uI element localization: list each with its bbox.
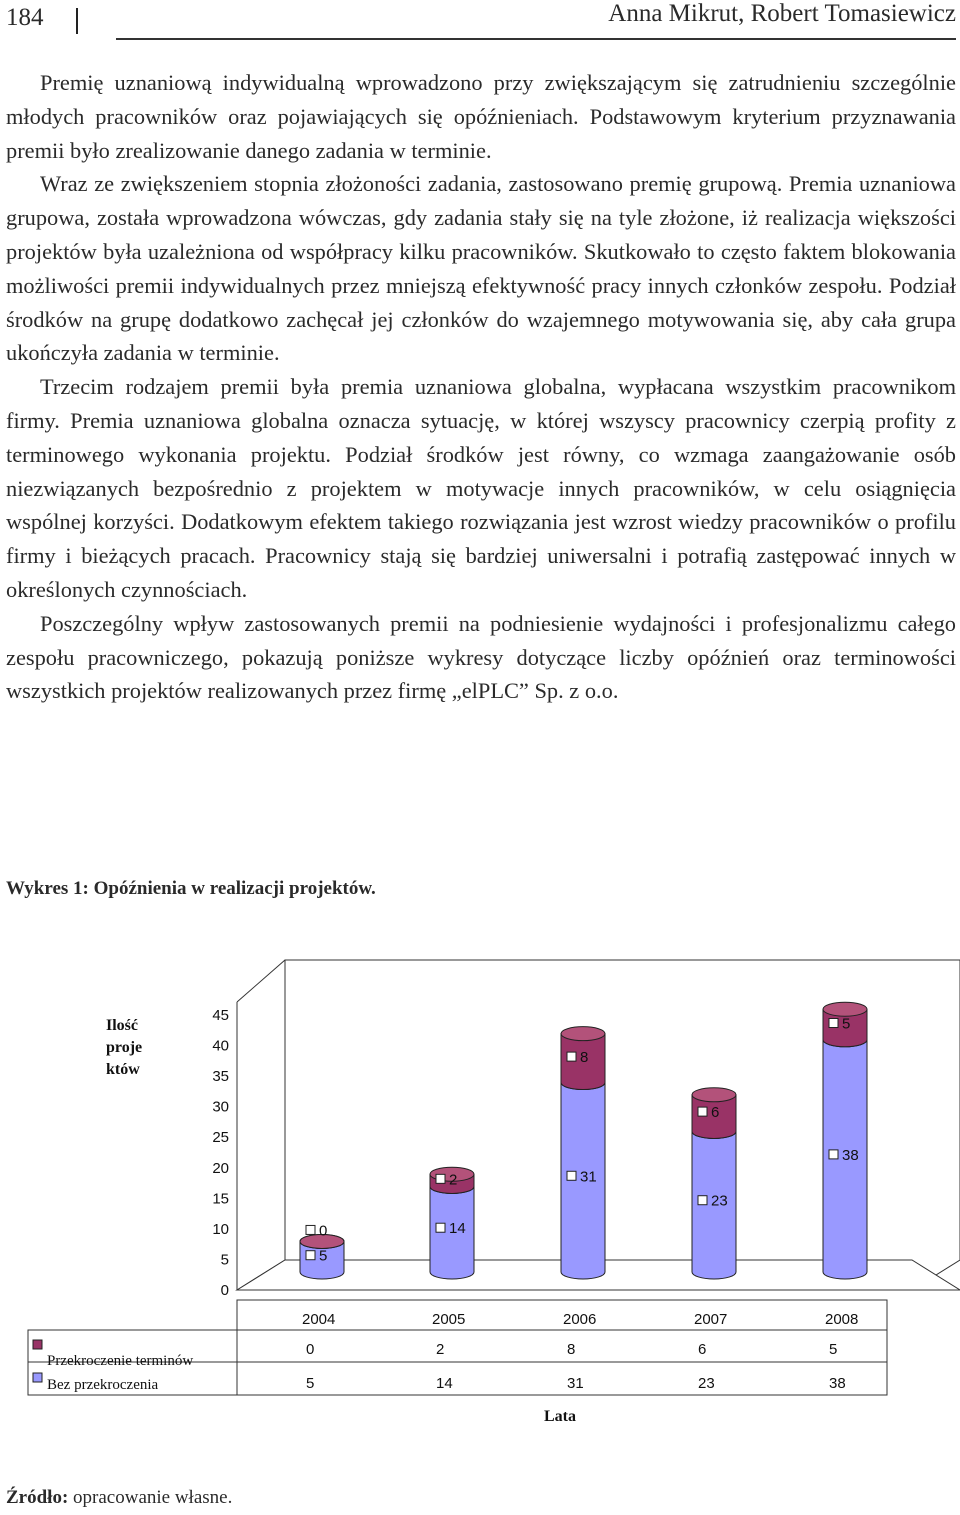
data-marker [436,1174,445,1183]
data-label-przekroczenie-terminow: 0 [319,1222,328,1240]
paragraph: Premię uznaniową indywidualną wprowadzono przy zwiększającym się zatrudnieniu szczególnie młodych pracowników oraz pojawiających się opóźnieniach. Podstawowym kryterium przyznawania premii było zrealizowanie danego zadania w terminie. [6,70,956,163]
bar-przekroczenie-terminow-top [561,1027,605,1041]
x-axis-label: Lata [544,1408,576,1425]
body-text [6,66,956,708]
data-label-przekroczenie-terminow: 2 [449,1171,458,1189]
data-table-value-przekroczenie: 2 [436,1341,445,1358]
y-axis-label [106,1017,142,1078]
data-table [28,1300,887,1395]
data-table-value-bez: 5 [306,1375,315,1392]
data-label-bez-przekroczenia: 14 [449,1220,466,1238]
data-table-value-przekroczenie: 8 [567,1341,576,1358]
paragraph: Trzecim rodzajem premii była premia uznaniowa globalna, wypłacana wszystkim pracownikom firmy. Premia uznaniowa globalna oznacza sytuację, w której wszyscy pracownicy czerpią profity z terminowego wykonania projektu. Podział środków jest równy, co wzmaga zaangażowanie osób niezwiązanych bezpośrednio z projektem w motywacje innych pracowników, w celu osiągnięcia wspólnej korzyści. Dodatkowym efektem takiego rozwiązania jest wzrost wiedzy pracowników o profilu firmy i bieżących pracach. Pracownicy stają się bardziej uniwersalni i potrafią zastępować innych w określonych czynnościach. [6,374,956,602]
data-table-value-bez: 38 [829,1375,846,1392]
data-marker [829,1150,838,1159]
data-marker [698,1107,707,1116]
bar-przekroczenie-terminow-top [692,1088,736,1102]
header-separator [76,8,78,34]
legend-swatch-bez [33,1373,42,1382]
data-marker [829,1019,838,1028]
page-number: 184 [6,4,44,31]
source-text: opracowanie własne. [68,1487,233,1508]
data-table-year: 2007 [694,1311,728,1328]
y-axis-label-line: proje [106,1039,143,1056]
data-marker [567,1171,576,1180]
data-label-bez-przekroczenia: 31 [580,1168,597,1186]
data-table-value-przekroczenie: 5 [829,1341,838,1358]
data-table-year: 2008 [825,1311,859,1328]
y-tick-label: 25 [212,1129,229,1147]
legend-label-przekroczenie: Przekroczenie terminów [47,1353,194,1369]
data-table-value-bez: 31 [567,1375,584,1392]
delays-chart [0,930,960,1475]
data-table-value-bez: 14 [436,1375,453,1392]
figure-source [6,1487,232,1509]
y-tick-label: 5 [220,1251,229,1269]
data-label-przekroczenie-terminow: 5 [842,1015,851,1033]
data-marker [567,1052,576,1061]
data-table-value-przekroczenie: 0 [306,1341,315,1358]
data-label-przekroczenie-terminow: 8 [580,1049,589,1067]
y-tick-label: 45 [212,1007,229,1024]
y-tick-label: 35 [212,1068,229,1086]
chart-wall-edge [237,960,285,1002]
data-marker [306,1251,315,1260]
paragraph: Poszczególny wpływ zastosowanych premii na podniesienie wydajności i profesjonalizmu całego zespołu pracowniczego, pokazują poniższe wykresy dotyczące liczby opóźnień oraz terminowości wszystkich projektów realizowanych przez firmę „elPLC” Sp. z o.o. [6,610,956,704]
data-table-value-przekroczenie: 6 [698,1341,707,1358]
data-marker [698,1196,707,1205]
data-table-value-bez: 23 [698,1375,715,1392]
y-axis-ticks [212,1007,229,1299]
bar-przekroczenie-terminow-top [823,1002,867,1016]
data-label-bez-przekroczenia: 38 [842,1146,859,1164]
legend-swatch-przekroczenie [33,1340,42,1349]
y-tick-label: 30 [212,1098,229,1116]
figure-caption: Wykres 1: Opóźnienia w realizacji projektów. [6,878,376,899]
running-head: Anna Mikrut, Robert Tomasiewicz [608,0,956,27]
data-table-year: 2006 [563,1311,597,1328]
y-tick-label: 40 [212,1037,229,1055]
data-table-year: 2004 [302,1311,336,1328]
data-marker [306,1225,315,1234]
y-axis-label-line: któw [106,1061,140,1078]
y-axis-label-line: Ilość [106,1017,138,1034]
y-tick-label: 15 [212,1190,229,1208]
y-tick-label: 10 [212,1220,229,1238]
header-rule [116,38,956,40]
y-tick-label: 20 [212,1159,229,1177]
y-tick-label: 0 [220,1282,229,1299]
paragraph: Wraz ze zwiększeniem stopnia złożoności zadania, zastosowano premię grupową. Premia uznaniowa grupowa, została wprowadzona wówczas, gdy zadania stały się na tyle złożone, iż realizacja większości projektów była uzależniona od współpracy kilku pracowników. Skutkowało to często faktem blokowania możliwości premii indywidualnych przez mniejszą efektywność pracy innych członków zespołu. Podział środków na grupę dodatkowo zachęcał jej członków do wzajemnego motywowania się, aby cała grupa ukończyła zadania w terminie. [6,171,956,366]
data-label-bez-przekroczenia: 23 [711,1192,728,1210]
data-label-bez-przekroczenia: 5 [319,1247,328,1265]
data-label-przekroczenie-terminow: 6 [711,1104,720,1122]
data-marker [436,1223,445,1232]
data-table-year: 2005 [432,1311,466,1328]
source-label: Źródło: [6,1487,69,1508]
legend-label-bez: Bez przekroczenia [47,1377,159,1393]
